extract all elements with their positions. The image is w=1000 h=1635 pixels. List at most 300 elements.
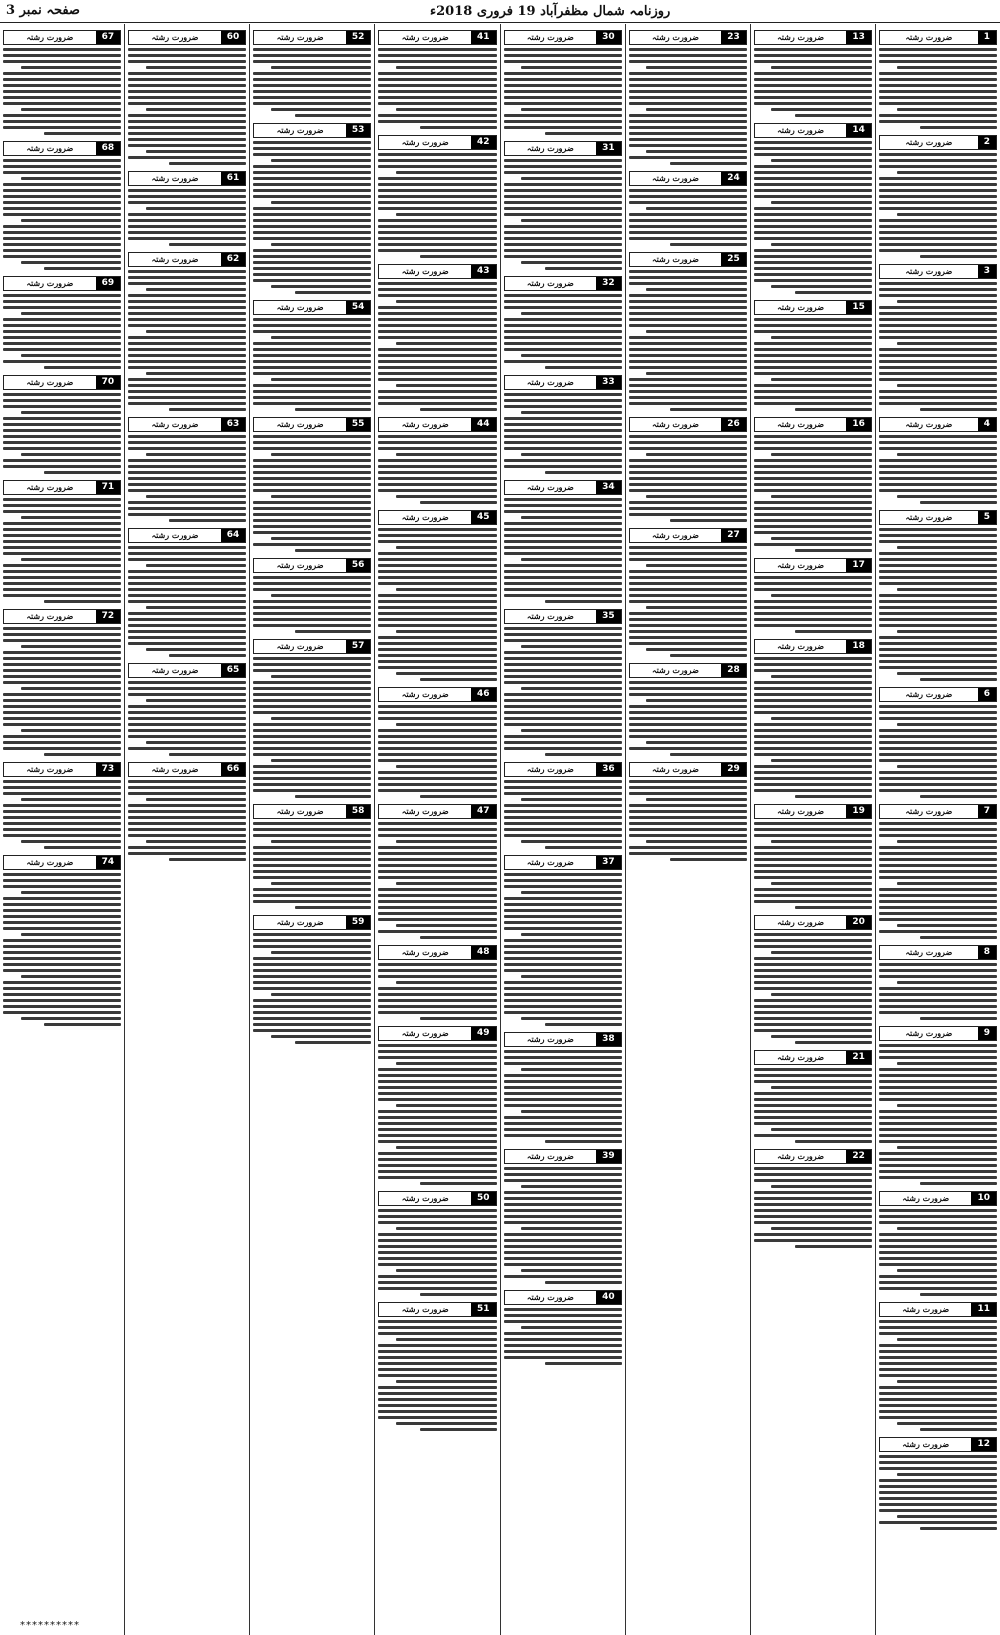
text-line — [754, 723, 872, 726]
text-line — [378, 930, 496, 933]
text-line — [629, 780, 747, 783]
text-line — [795, 291, 872, 294]
text-line — [879, 570, 997, 573]
text-line — [504, 90, 622, 93]
ad-header — [378, 135, 496, 150]
ad-number: 44 — [471, 418, 496, 431]
text-line — [128, 588, 246, 591]
text-line — [879, 594, 997, 597]
text-line — [629, 276, 747, 279]
text-line — [771, 594, 871, 597]
text-line — [754, 84, 872, 87]
text-line — [897, 384, 997, 387]
text-line — [396, 672, 496, 675]
text-line — [378, 282, 496, 285]
text-line — [504, 84, 622, 87]
ad-label: ضرورت رشتہ — [26, 278, 74, 288]
classified-ad — [128, 417, 246, 522]
ad-header — [879, 1437, 997, 1452]
ad-text-block — [754, 822, 872, 909]
text-line — [378, 1245, 496, 1248]
text-line — [920, 126, 997, 129]
text-line — [253, 60, 371, 63]
text-line — [378, 969, 496, 972]
text-line — [420, 1017, 497, 1020]
text-line — [253, 147, 371, 150]
text-line — [879, 648, 997, 651]
text-line — [128, 612, 246, 615]
ad-label: ضرورت رشتہ — [401, 1193, 449, 1203]
text-line — [378, 1011, 496, 1014]
text-line — [128, 636, 246, 639]
ad-header — [128, 663, 246, 678]
text-line — [378, 153, 496, 156]
text-line — [754, 447, 872, 450]
text-line — [378, 1263, 496, 1266]
text-line — [253, 279, 371, 282]
text-line — [879, 189, 997, 192]
text-line — [504, 981, 622, 984]
text-line — [253, 90, 371, 93]
text-line — [504, 939, 622, 942]
ad-number: 33 — [596, 376, 621, 389]
text-line — [629, 810, 747, 813]
text-line — [646, 495, 746, 498]
ad-header — [754, 123, 872, 138]
ad-header — [879, 135, 997, 150]
ad-header — [754, 300, 872, 315]
ad-header — [3, 375, 121, 390]
ad-label: ضرورت رشتہ — [905, 137, 953, 147]
text-line — [879, 1386, 997, 1389]
text-line — [396, 1146, 496, 1149]
ad-number: 46 — [471, 688, 496, 701]
text-line — [21, 219, 121, 222]
text-line — [646, 207, 746, 210]
text-line — [504, 816, 622, 819]
text-line — [253, 519, 371, 522]
text-line — [879, 822, 997, 825]
text-line — [879, 1170, 997, 1173]
text-line — [3, 399, 121, 402]
text-line — [754, 771, 872, 774]
text-line — [378, 1350, 496, 1353]
text-line — [504, 171, 622, 174]
text-line — [879, 1404, 997, 1407]
text-line — [754, 354, 872, 357]
ad-text-block — [378, 528, 496, 681]
text-line — [545, 267, 622, 270]
ad-header — [128, 762, 246, 777]
text-line — [670, 858, 747, 861]
text-line — [271, 951, 371, 954]
text-line — [504, 1197, 622, 1200]
ad-text-block — [3, 873, 121, 1026]
text-line — [3, 786, 121, 789]
text-line — [879, 789, 997, 792]
text-line — [754, 834, 872, 837]
text-line — [378, 84, 496, 87]
text-line — [21, 453, 121, 456]
text-line — [420, 501, 497, 504]
text-line — [754, 735, 872, 738]
text-line — [629, 735, 747, 738]
text-line — [879, 1068, 997, 1071]
text-line — [271, 1035, 371, 1038]
text-line — [253, 699, 371, 702]
text-line — [3, 822, 121, 825]
text-line — [128, 642, 246, 645]
text-line — [897, 342, 997, 345]
ad-number: 10 — [971, 1192, 996, 1205]
text-line — [504, 1263, 622, 1266]
text-line — [504, 447, 622, 450]
classified-ad — [3, 609, 121, 756]
text-line — [754, 273, 872, 276]
ad-header — [3, 855, 121, 870]
ad-label: ضرورت رشتہ — [276, 125, 324, 135]
text-line — [879, 1467, 997, 1470]
ad-label: ضرورت رشتہ — [151, 254, 199, 264]
text-line — [879, 1251, 997, 1254]
text-line — [879, 114, 997, 117]
text-line — [253, 723, 371, 726]
text-line — [879, 1257, 997, 1260]
text-line — [879, 876, 997, 879]
text-line — [396, 765, 496, 768]
text-line — [646, 108, 746, 111]
text-line — [378, 552, 496, 555]
ad-label: ضرورت رشتہ — [26, 857, 74, 867]
text-line — [670, 654, 747, 657]
ad-number: 16 — [846, 418, 871, 431]
classified-ad — [128, 171, 246, 246]
text-line — [253, 354, 371, 357]
text-line — [253, 876, 371, 879]
text-line — [897, 66, 997, 69]
text-line — [146, 564, 246, 567]
ad-number: 54 — [346, 301, 371, 314]
text-line — [879, 60, 997, 63]
ad-header — [253, 558, 371, 573]
text-line — [754, 612, 872, 615]
text-line — [21, 516, 121, 519]
text-line — [253, 945, 371, 948]
classified-ad — [3, 480, 121, 603]
ad-number: 23 — [721, 31, 746, 44]
text-line — [879, 1011, 997, 1014]
text-line — [754, 981, 872, 984]
text-line — [504, 663, 622, 666]
ad-header — [378, 1302, 496, 1317]
text-line — [754, 969, 872, 972]
text-line — [771, 66, 871, 69]
text-line — [295, 795, 372, 798]
text-line — [378, 747, 496, 750]
text-line — [295, 291, 372, 294]
text-line — [3, 84, 121, 87]
text-line — [253, 864, 371, 867]
classified-ad — [629, 30, 747, 165]
text-line — [378, 372, 496, 375]
text-line — [897, 981, 997, 984]
ad-label: ضرورت رشتہ — [777, 641, 824, 651]
text-line — [879, 759, 997, 762]
classified-ad — [253, 915, 371, 1044]
text-line — [754, 846, 872, 849]
text-line — [253, 390, 371, 393]
text-line — [396, 384, 496, 387]
ad-label: ضرورت رشتہ — [651, 173, 699, 183]
text-line — [504, 1134, 622, 1137]
text-line — [3, 120, 121, 123]
text-line — [754, 513, 872, 516]
text-line — [504, 1086, 622, 1089]
text-line — [3, 435, 121, 438]
text-line — [271, 993, 371, 996]
ad-label: ضرورت رشتہ — [777, 32, 824, 42]
text-line — [378, 558, 496, 561]
ad-label: ضرورت رشتہ — [151, 419, 199, 429]
text-line — [754, 624, 872, 627]
ad-label: ضرورت رشتہ — [777, 917, 824, 927]
masthead — [0, 0, 1000, 23]
ad-number: 70 — [96, 376, 121, 389]
text-line — [879, 711, 997, 714]
ad-number: 67 — [96, 31, 121, 44]
text-line — [879, 366, 997, 369]
text-line — [754, 999, 872, 1002]
ad-number: 50 — [471, 1192, 496, 1205]
text-line — [771, 495, 871, 498]
text-line — [521, 261, 621, 264]
text-line — [128, 219, 246, 222]
text-line — [128, 576, 246, 579]
ad-text-block — [253, 657, 371, 798]
text-line — [879, 282, 997, 285]
text-line — [771, 675, 871, 678]
text-line — [396, 108, 496, 111]
text-line — [897, 1062, 997, 1065]
text-line — [253, 324, 371, 327]
ad-number: 36 — [596, 763, 621, 776]
text-line — [3, 528, 121, 531]
text-line — [504, 1239, 622, 1242]
text-line — [128, 48, 246, 51]
text-line — [504, 804, 622, 807]
ad-header — [629, 663, 747, 678]
text-line — [879, 294, 997, 297]
text-line — [169, 162, 246, 165]
text-line — [879, 1116, 997, 1119]
classified-ad — [128, 528, 246, 657]
text-line — [3, 873, 121, 876]
text-line — [3, 294, 121, 297]
text-line — [754, 729, 872, 732]
text-line — [504, 717, 622, 720]
text-line — [128, 276, 246, 279]
text-line — [897, 882, 997, 885]
text-line — [378, 870, 496, 873]
text-line — [378, 1086, 496, 1089]
ad-label: ضرورت رشتہ — [651, 32, 699, 42]
ad-header — [3, 30, 121, 45]
text-line — [754, 78, 872, 81]
ad-number: 4 — [978, 418, 996, 431]
text-line — [396, 1269, 496, 1272]
ad-header — [504, 855, 622, 870]
text-line — [879, 306, 997, 309]
text-line — [521, 729, 621, 732]
classified-ad — [629, 417, 747, 522]
classified-ad — [378, 1302, 496, 1431]
ad-header — [3, 480, 121, 495]
text-line — [629, 693, 747, 696]
text-line — [253, 963, 371, 966]
ad-header — [128, 171, 246, 186]
text-line — [629, 90, 747, 93]
text-line — [128, 804, 246, 807]
text-line — [378, 975, 496, 978]
classified-ad — [504, 30, 622, 135]
text-line — [879, 717, 997, 720]
text-line — [146, 108, 246, 111]
text-line — [3, 657, 121, 660]
ad-header — [128, 252, 246, 267]
text-line — [754, 195, 872, 198]
text-line — [545, 1281, 622, 1284]
text-line — [3, 72, 121, 75]
text-line — [146, 288, 246, 291]
text-line — [378, 1044, 496, 1047]
ad-number: 15 — [846, 301, 871, 314]
text-line — [771, 1035, 871, 1038]
text-line — [378, 741, 496, 744]
text-line — [128, 270, 246, 273]
text-line — [3, 360, 121, 363]
text-line — [879, 1521, 997, 1524]
ad-text-block — [754, 141, 872, 294]
text-line — [879, 1086, 997, 1089]
text-line — [253, 741, 371, 744]
ad-text-block — [3, 48, 121, 135]
text-line — [521, 108, 621, 111]
text-line — [128, 348, 246, 351]
text-line — [396, 453, 496, 456]
text-line — [378, 1098, 496, 1101]
text-line — [378, 918, 496, 921]
classified-ad — [504, 855, 622, 1026]
ad-label: ضرورت رشتہ — [526, 1292, 574, 1302]
text-line — [253, 435, 371, 438]
text-line — [253, 789, 371, 792]
text-line — [396, 1380, 496, 1383]
ad-label: ضرورت رشتہ — [905, 689, 953, 699]
text-line — [253, 783, 371, 786]
text-line — [128, 513, 246, 516]
text-line — [44, 753, 121, 756]
text-line — [629, 483, 747, 486]
text-line — [754, 459, 872, 462]
text-line — [879, 1080, 997, 1083]
text-line — [378, 390, 496, 393]
text-line — [754, 489, 872, 492]
text-line — [879, 624, 997, 627]
ad-label: ضرورت رشتہ — [905, 1028, 953, 1038]
classified-ad — [128, 30, 246, 165]
text-line — [253, 513, 371, 516]
ad-number: 73 — [96, 763, 121, 776]
text-line — [754, 261, 872, 264]
text-line — [128, 402, 246, 405]
text-line — [754, 822, 872, 825]
text-line — [169, 858, 246, 861]
text-line — [420, 126, 497, 129]
text-line — [754, 213, 872, 216]
text-line — [378, 1374, 496, 1377]
text-line — [253, 177, 371, 180]
text-line — [629, 786, 747, 789]
text-line — [378, 993, 496, 996]
text-line — [378, 1152, 496, 1155]
text-line — [3, 879, 121, 882]
text-line — [3, 927, 121, 930]
text-line — [253, 828, 371, 831]
ad-label: ضرورت رشتہ — [151, 32, 199, 42]
text-line — [629, 507, 747, 510]
text-line — [253, 261, 371, 264]
text-line — [378, 354, 496, 357]
text-line — [879, 894, 997, 897]
text-line — [504, 1275, 622, 1278]
classified-ad — [3, 762, 121, 849]
text-line — [897, 588, 997, 591]
text-line — [128, 681, 246, 684]
text-line — [378, 618, 496, 621]
text-line — [3, 534, 121, 537]
text-line — [629, 681, 747, 684]
text-line — [504, 504, 622, 507]
text-line — [378, 846, 496, 849]
text-line — [504, 243, 622, 246]
text-line — [253, 84, 371, 87]
ad-number: 20 — [846, 916, 871, 929]
text-line — [521, 1269, 621, 1272]
text-line — [378, 396, 496, 399]
classified-ad — [879, 1191, 997, 1296]
text-line — [629, 213, 747, 216]
text-line — [378, 1140, 496, 1143]
text-line — [879, 828, 997, 831]
text-line — [754, 183, 872, 186]
text-line — [754, 525, 872, 528]
text-line — [3, 903, 121, 906]
text-line — [521, 177, 621, 180]
text-line — [253, 207, 371, 210]
text-line — [3, 447, 121, 450]
text-line — [378, 864, 496, 867]
text-line — [504, 1179, 622, 1182]
text-line — [3, 816, 121, 819]
ad-text-block — [504, 159, 622, 270]
text-line — [3, 633, 121, 636]
text-line — [504, 921, 622, 924]
text-line — [253, 576, 371, 579]
ad-text-block — [629, 189, 747, 246]
text-line — [504, 627, 622, 630]
text-line — [629, 156, 747, 159]
text-line — [897, 495, 997, 498]
